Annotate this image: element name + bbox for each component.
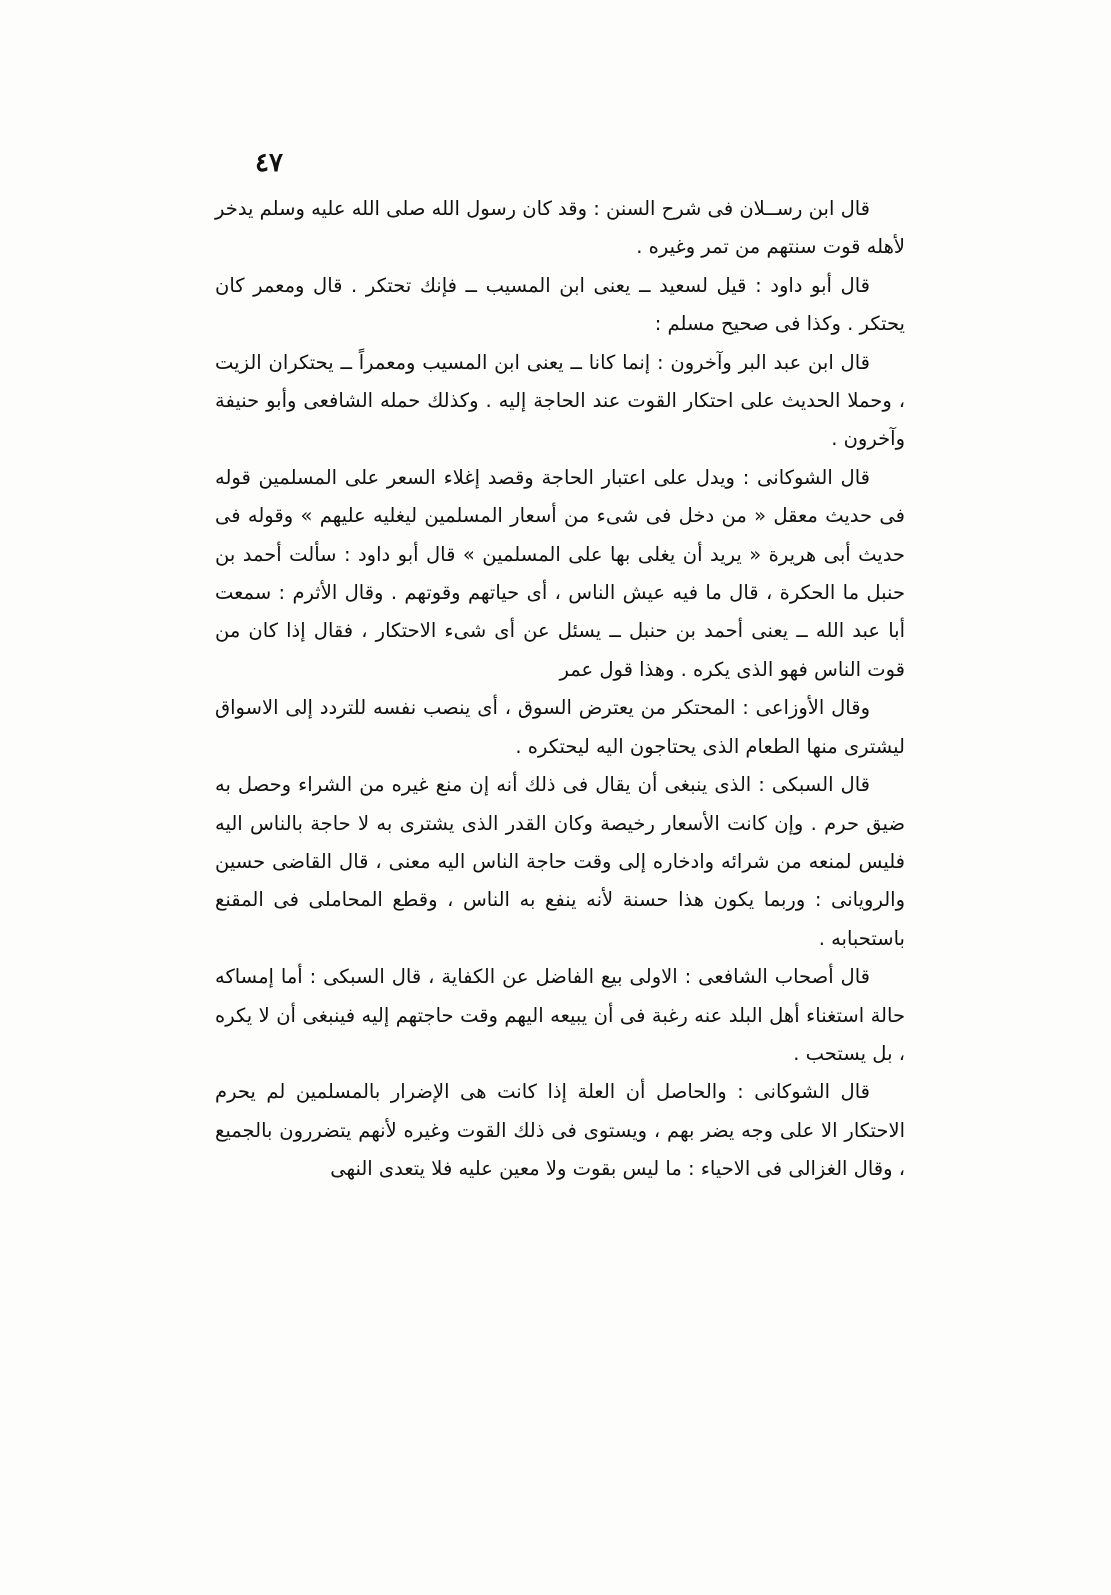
page-number: ٤٧ xyxy=(255,148,283,178)
paragraph: قال الشوكانى : ويدل على اعتبار الحاجة وقصد إغلاء السعر على المسلمين قوله فى حديث معقل « من دخل فى شىء من أسعار المسلمين ليغليه عليهم » وقوله فى حديث أبى هريرة « يريد أن يغلى بها على المسلمين » قال أبو داود : سألت أحمد بن حنبل ما الحكرة ، قال ما فيه عيش الناس ، أى حياتهم وقوتهم . وقال الأثرم : سمعت أبا عبد الله ــ يعنى أحمد بن حنبل ــ يسئل عن أى شىء الاحتكار ، فقال إذا كان من قوت الناس فهو الذى يكره . وهذا قول عمر xyxy=(215,465,905,681)
paragraph: قال الشوكانى : والحاصل أن العلة إذا كانت هى الإضرار بالمسلمين لم يحرم الاحتكار الا على وجه يضر بهم ، ويستوى فى ذلك القوت وغيره لأنهم يتضررون بالجميع ، وقال الغزالى فى الاحياء : ما ليس بقوت ولا معين عليه فلا يتعدى النهى xyxy=(215,1080,905,1181)
paragraph: قال ابن عبد البر وآخرون : إنما كانا ــ يعنى ابن المسيب ومعمراً ــ يحتكران الزيت ، وحملا الحديث على احتكار القوت عند الحاجة إليه . وكذلك حمله الشافعى وأبو حنيفة وآخرون . xyxy=(215,350,905,451)
paragraph: وقال الأوزاعى : المحتكر من يعترض السوق ، أى ينصب نفسه للتردد إلى الاسواق ليشترى منها الطعام الذى يحتاجون اليه ليحتكره . xyxy=(215,696,905,758)
body-text xyxy=(215,190,905,1189)
paragraph: قال أصحاب الشافعى : الاولى بيع الفاضل عن الكفاية ، قال السبكى : أما إمساكه حالة استغناء أهل البلد عنه رغبة فى أن يبيعه اليهم وقت حاجتهم إليه فينبغى أن لا يكره ، بل يستحب . xyxy=(215,965,905,1065)
paragraph: قال أبو داود : قيل لسعيد ــ يعنى ابن المسيب ــ فإنك تحتكر . قال ومعمر كان يحتكر . وكذا فى صحيح مسلم : xyxy=(215,273,905,336)
paragraph: قال ابن رســلان فى شرح السنن : وقد كان رسول الله صلى الله عليه وسلم يدخر لأهله قوت سنتهم من تمر وغيره . xyxy=(215,197,905,259)
paragraph: قال السبكى : الذى ينبغى أن يقال فى ذلك أنه إن منع غيره من الشراء وحصل به ضيق حرم . وإن كانت الأسعار رخيصة وكان القدر الذى يشترى به لا حاجة بالناس اليه فليس لمنعه من شرائه وادخاره إلى وقت حاجة الناس اليه معنى ، قال القاضى حسين والرويانى : وربما يكون هذا حسنة لأنه ينفع به الناس ، وقطع المحاملى فى المقنع باستحبابه . xyxy=(215,773,905,950)
